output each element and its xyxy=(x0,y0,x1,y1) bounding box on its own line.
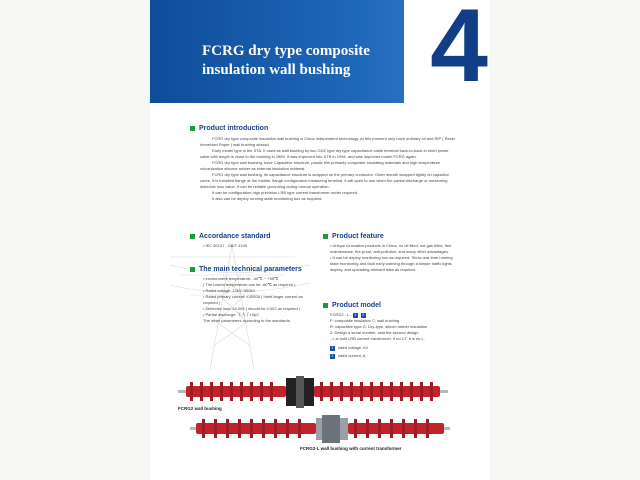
bullet-square-icon xyxy=(190,126,195,131)
technical-heading: The main technical parameters xyxy=(190,266,302,273)
feature-list: • Unique innovative products in China, no oil filled, not gas filled, free maintenance, fire-proof, anti-pollution, and many other advantages. • It can be deploy monitoring box as required. Show real-time running state monitoring and fault early warning through a simple traffic lights display, and uploading relevant data as required. xyxy=(330,243,453,272)
bullet-square-icon xyxy=(323,303,328,308)
tag-1-icon: 1 xyxy=(331,346,334,350)
accordance-heading: Accordance standard xyxy=(190,233,271,240)
wall-bushing-photo xyxy=(178,376,448,408)
header-banner xyxy=(150,0,490,103)
bullet-square-icon xyxy=(190,267,195,272)
model-text: FCRG2 - L - 1 2 F: composite insulation C: wall bushing R: capacitive type G: Dry-type, silicon rubber insulation 2: Design a serial number, said the second design - L is built LRB current transformer, if no CT, it is no L. 1 rated voltage, kV 2 rated current, A xyxy=(330,312,428,358)
photo2-caption: FCRG2-L wall bushing with current transformer xyxy=(300,446,402,451)
number-panel xyxy=(404,0,490,103)
bullet-square-icon xyxy=(190,234,195,239)
accordance-text: • IEC 60137 , GB/T 4109 xyxy=(203,243,248,248)
technical-list: • environment temperature: -40℃ ~ +55℃ ( The lowest temperature can be -60℃ as required ) • Rated voltage: 12kV~550kV • Rated primary current: ≤4000A ( meet larger current as required ) • Dielectric loss: ≤0.005 ( should be 0.002 as required ) • Partial discharge: 不大于10pC The other parameters according to the standards. xyxy=(203,276,303,323)
model-tag-1: 1 xyxy=(354,313,357,317)
intro-heading: Product introduction xyxy=(190,125,268,132)
model-heading: Product model xyxy=(323,302,381,309)
photo1-caption: FCRG2 wall bushing xyxy=(178,406,222,411)
bullet-square-icon xyxy=(323,234,328,239)
feature-heading: Product feature xyxy=(323,233,384,240)
intro-text: FCRG dry type composite insulation wall bushing is China independent technology. At this moment only have ordinary oil and RIP ( Resin Immersed Paper ) wall bushing abroad. Early model type is the STA. It used as wall bushing by two GDZ type dry type capacitance cable terminal back-to-back in short power cable with length is close to the bushing in 1989. It was improved into STB in 1994, and was improved model FCRG again. FCRG dry type wall bushing, have Capacitive structure, plastic film primarily composite insulating materials and high temperature vulcanization silicone rubber as external insulation material. FCRG dry type wall bushing, its capacitance structure is wrapped on the primary conductor. Outer sheath wrapped tightly on capacitor cores. It is installed flange at the middle, flange configuration measuring terminal, it will open to use when the partial discharge or measuring dielectric loss value. It can be reliable grounding during normal operation. It can be configuration high precision LRB type current transformer under required. It also can be deploy running state monitoring box as required. xyxy=(200,136,455,201)
wall-bushing-ct-photo xyxy=(190,415,450,443)
tag-2-icon: 2 xyxy=(331,354,334,358)
model-tag-2: 2 xyxy=(362,313,365,317)
brochure-page xyxy=(150,0,490,480)
section-number: 4 xyxy=(430,0,488,103)
page-title: FCRG dry type composite insulation wall bushing xyxy=(202,43,370,78)
